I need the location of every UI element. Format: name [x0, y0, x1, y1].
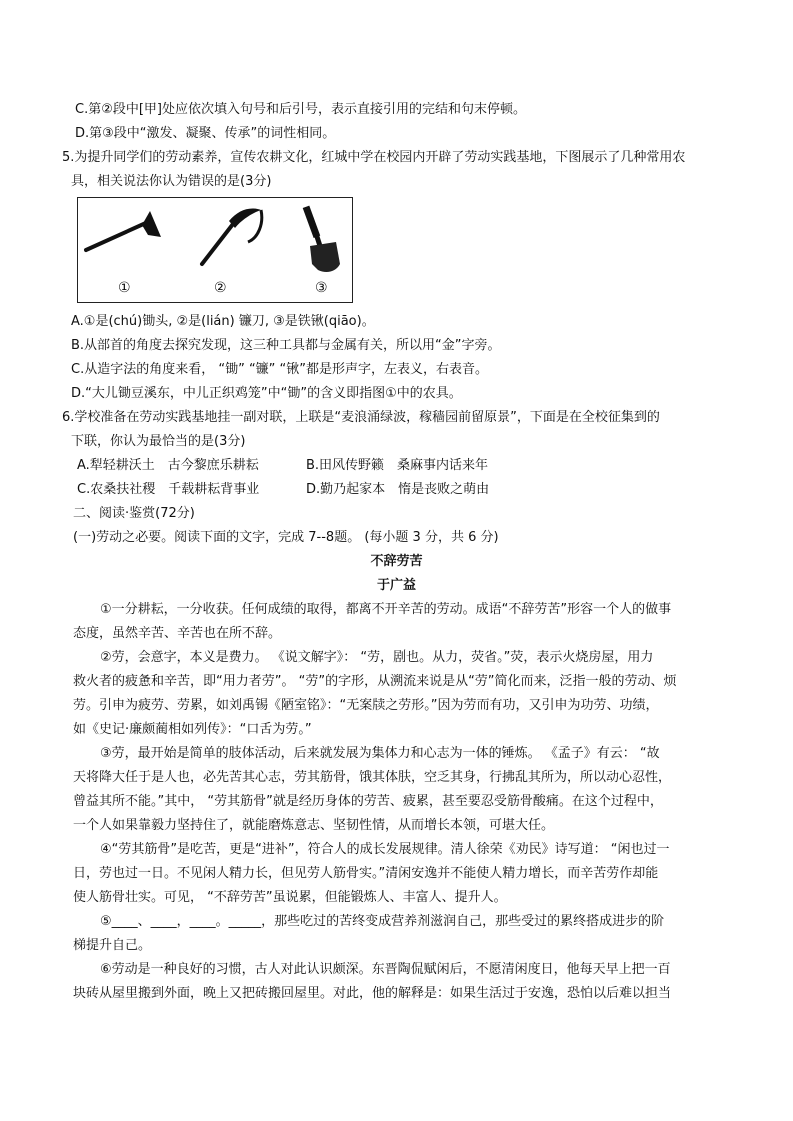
section-intro: (一)劳动之必要。阅读下面的文字，完成 7--8题。 (每小题 3 分，共 6 分): [73, 530, 499, 545]
q6-stem-cont: 下联，你认为最恰当的是(3分): [71, 434, 246, 449]
article-line: ③劳，最开始是简单的肢体活动，后来就发展为集体力和心志为一体的锤炼。 《孟子》有云： “故: [100, 746, 660, 761]
article-line: ⑥劳动是一种良好的习惯，古人对此认识颇深。东晋陶侃赋闲后，不愿清闲度日，他每天早上把一百: [100, 962, 671, 977]
tool-label-2: ②: [214, 280, 227, 296]
q5-option-a: A.①是(chú)锄头, ②是(lián) 镰刀, ③是铁锹(qiāo)。: [71, 314, 375, 329]
article-line: ④“劳其筋骨”是吃苦，更是“进补”，符合人的成长发展规律。清人徐荣《劝民》诗写道： “闲也过一: [100, 842, 670, 857]
article-line: 梯提升自己。: [73, 938, 152, 953]
q5-option-d: D.“大儿锄豆溪东，中儿正织鸡笼”中“锄”的含义即指图①中的农具。: [71, 386, 462, 401]
spade-icon: [303, 206, 340, 272]
article-line: 日，劳也过一日。不见闲人精力长，但见劳人筋骨实。”清闲安逸并不能使人精力增长，而辛苦劳作却能: [73, 866, 659, 881]
tool-label-3: ③: [315, 280, 328, 296]
tool-label-1: ①: [118, 280, 131, 296]
article-line: 态度，虽然辛苦、辛苦也在所不辞。: [73, 626, 282, 641]
q6-stem: 6.学校准备在劳动实践基地挂一副对联，上联是“麦浪涌绿波，稼穑园前留原景”，下面是在全校征集到的: [62, 410, 660, 425]
q4-option-d: D.第③段中“激发、凝聚、传承”的词性相同。: [75, 126, 336, 141]
q5-option-c: C.从造字法的角度来看， “锄” “镰” “锹”都是形声字，左表义，右表音。: [71, 362, 489, 377]
article-line: 劳。引申为疲劳、劳累，如刘禹锡《陋室铭》：“无案牍之劳形。”因为劳而有功，又引申为功劳、功绩，: [73, 698, 659, 713]
q5-stem-cont: 具，相关说法你认为错误的是(3分): [71, 174, 272, 189]
article-author: 于广益: [376, 578, 416, 593]
q4-option-c: C.第②段中[甲]处应依次填入句号和后引号，表示直接引用的完结和句末停顿。: [75, 102, 527, 117]
section-heading: 二、阅读·鉴赏(72分): [73, 506, 195, 521]
article-line: 一个人如果靠毅力坚持住了，就能磨炼意志、坚韧性情，从而增长本领，可堪大任。: [73, 818, 555, 833]
article-line: ⑤____、____，____。_____，那些吃过的苦终变成营养剂滋润自己，那些受过的累终搭成进步的阶: [100, 914, 665, 929]
article-line: ②劳，会意字，本义是费力。 《说文解字》： “劳，剧也。从力，荧省。”荧，表示火烧房屋，用力: [100, 650, 654, 665]
article-line: 使人筋骨壮实。可见， “不辞劳苦”虽说累，但能锻炼人、丰富人、提升人。: [73, 890, 507, 905]
q6-option-a: A.犁轻耕沃土 古今黎庶乐耕耘: [77, 458, 259, 473]
q6-option-d: D.勤乃起家本 惰是丧败之萌由: [306, 482, 490, 497]
q6-option-c: C.农桑扶社稷 千载耕耘背事业: [77, 482, 260, 497]
article-line: 救火者的疲惫和辛苦，即“用力者劳”。 “劳”的字形，从溯流来说是从“劳”简化而来，泛指一般的劳动、烦: [73, 674, 677, 689]
farm-tools-figure: [77, 197, 353, 303]
hoe-icon: [86, 211, 161, 250]
article-line: 天将降大任于是人也，必先苦其心志，劳其筋骨，饿其体肤，空乏其身，行拂乱其所为，所以动心忍性，: [73, 770, 672, 785]
q5-stem: 5.为提升同学们的劳动素养，宣传农耕文化，红城中学在校园内开辟了劳动实践基地，下图展示了几种常用农: [62, 150, 686, 165]
article-line: 曾益其所不能。”其中， “劳其筋骨”就是经历身体的劳苦、疲累，甚至要忍受筋骨酸痛。在这个过程中，: [73, 794, 663, 809]
article-line: 块砖从屋里搬到外面，晚上又把砖搬回屋里。对此，他的解释是：如果生活过于安逸，恐怕以后难以担当: [73, 986, 672, 1001]
article-line: 如《史记·廉颇蔺相如列传》：“口舌为劳。”: [73, 722, 312, 737]
article-title: 不辞劳苦: [370, 554, 423, 569]
q6-option-b: B.田风传野籁 桑麻事内话来年: [306, 458, 489, 473]
q5-option-b: B.从部首的角度去探究发现，这三种工具都与金属有关，所以用“金”字旁。: [71, 338, 501, 353]
sickle-icon: [202, 208, 262, 264]
article-line: ①一分耕耘，一分收获。任何成绩的取得，都离不开辛苦的劳动。成语“不辞劳苦”形容一个人的做事: [100, 602, 672, 617]
